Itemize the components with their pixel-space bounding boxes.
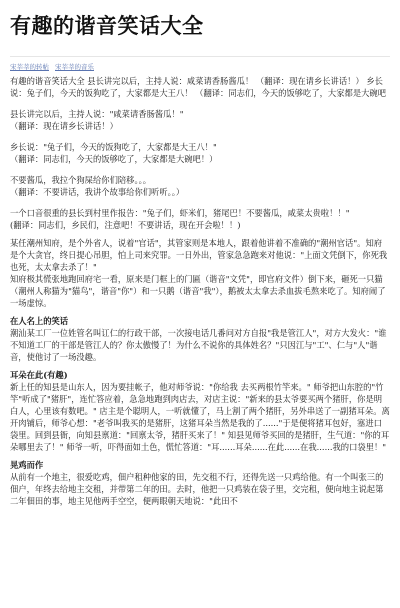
tag-row — [10, 63, 390, 72]
translation-line: （翻译：不要讲话，我讲个故事给你们听听。。） — [10, 187, 185, 197]
section-heading: 晃鸡而作 — [10, 460, 44, 470]
intro-paragraph: 有趣的谐音笑话大全 县长讲完以后，主持人说：咸菜请香肠酱瓜！ （翻译：现在请乡长讲话！） 乡长说：兔子们，今天的饭狗吃了，大家都是大王八！ （翻译：同志们，今天的饭够吃了，大家都是大碗吧 — [10, 76, 387, 98]
paragraph: 知府极其慌张地跑回府宅一看，原来是门框上的门匾（谐音"文凭"，即官府文件）倒下来，砸死一只猫（潮州人称猫为"猫鸟"，谐音"你"）和一只鹅（谐音"我"），鹅被太太拿去杀血拔毛熬来吃了。知府闹了一场虚惊。 — [10, 274, 386, 308]
paragraph: 不要酱瓜，我拉个狗屎给你们陪移。。。 — [10, 175, 152, 185]
title-divider — [10, 56, 390, 57]
article-body — [10, 75, 390, 507]
paragraph: 潮汕某工厂一位姓管名叫讧仁的行政干部，一次接电话几番问对方自报"我是管江人"，对方大发火："谁不知道工厂的干部是管江人的？你太傲慢了！为什么不说你的具体姓名？"只因江与"工"、仁与"人"谐音，使他讨了一场没趣。 — [10, 328, 387, 362]
paragraph: 从前有一个地主，很爱吃鸡，佃户租种他家的田，先交租不行，还得先送一只鸡给他。有一个叫张三的佃户，年终去给地主交租，并带第二年的田。去时，他把一只鸡装在袋子里，交完租，便向地主说起第二年佃田的事，地主见他两手空空，便两眼朝天地说："此田不 — [10, 472, 384, 506]
section-heading: 在人名上的笑话 — [10, 316, 69, 326]
tag-link-2[interactable]: 宋莘莘的音乐 — [55, 63, 94, 71]
paragraph: 新上任的知县是山东人，因为要挂帐子，他对师爷说："你给我 去买两根竹竿来。" 师爷把山东腔的"竹竿"听成了"猪肝"，连忙答应着，急急地跑到肉店去，对店主说："新来的县太爷要买两个猪肝，你是明白人，心里该有数吧。" 店主是个聪明人，一听就懂了，马上割了两个猪肝，另外串送了一副猪耳朵。离开肉铺后，师爷心想："老爷叫我买的是猪肝，这猪耳朵当然是我的了......"于是便将猪耳包好，塞进口袋里。回到县衙，向知县禀道："回禀太爷，猪肝买来了！" 知县见师爷买回的是猪肝，生气道："你的耳朵哪里去了！" 师爷一听，吓得面如土色，慌忙答道："耳......耳朵......在此......在我......我的口袋里！" — [10, 382, 390, 452]
section-heading: 耳朵在此(有趣) — [10, 370, 68, 380]
article-title: 有趣的谐音笑话大全 — [10, 14, 204, 38]
paragraph: 一个口音很重的县长到村里作报告："兔子们，虾米们，猪尾巴！不要酱瓜，咸菜太贵啦！！" — [10, 208, 350, 218]
tag-link-1[interactable]: 宋莘莘的转帖 — [10, 63, 49, 71]
paragraph: 县长讲完以后，主持人说："咸菜请香肠酱瓜！" — [10, 109, 184, 119]
translation-line: （翻译：同志们，今天的饭够吃了，大家都是大碗吧！） — [10, 154, 218, 164]
paragraph: 乡长说："兔子们，今天的饭狗吃了，大家都是大王八！" — [10, 142, 217, 152]
paragraph: 某任潮州知府，是个外省人，说着"官话"，其管家则是本地人，跟着他讲着不准确的"潮州官话"。知府是个大贪官，终日提心吊胆，怕上司来究罪。一日外出，管家急急跑来对他说："上面文凭倒下，你死我也死，太太拿去杀了！" — [10, 238, 388, 272]
translation-line: （翻译：现在请乡长讲话！） — [10, 121, 118, 131]
translation-line: (翻译：同志们，乡民们，注意吧！不要讲话，现在开会啦！！) — [10, 220, 241, 230]
